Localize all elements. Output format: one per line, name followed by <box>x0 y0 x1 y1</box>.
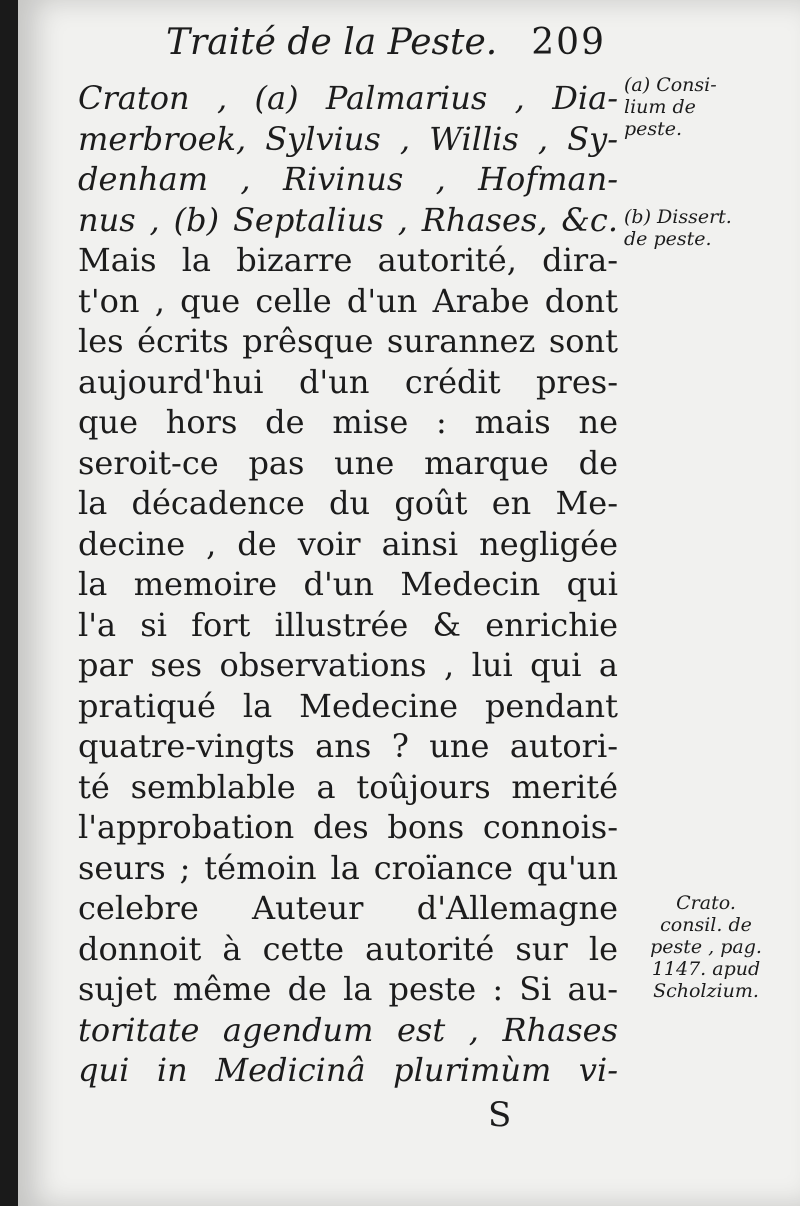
text-line: t'on , que celle d'un Arabe dont <box>78 281 618 320</box>
running-title: Traité de la Peste. <box>166 22 498 63</box>
text-line: donnoit à cette autorité sur le <box>78 929 618 968</box>
text-line: la décadence du goût en Me- <box>78 484 618 522</box>
text-line: l'a si fort illustrée & enrichie <box>78 605 618 644</box>
text-line: toritate agendum est , Rhases <box>78 1010 618 1049</box>
margin-note-line: peste. <box>624 118 683 140</box>
text-line: les écrits prêsque surannez sont <box>78 322 618 360</box>
text-line: celebre Auteur d'Allemagne <box>78 889 618 927</box>
text-line: denham , Rivinus , Hofman- <box>78 160 618 198</box>
text-line: l'approbation des bons connois- <box>78 808 618 846</box>
text-line: Craton , (a) Palmarius , Dia- <box>78 79 618 117</box>
text-line: aujourd'hui d'un crédit pres- <box>78 362 618 401</box>
text-line: seurs ; témoin la croïance qu'un <box>78 848 618 887</box>
text-line: pratiqué la Medecine pendant <box>78 686 618 725</box>
margin-note-a <box>624 74 794 140</box>
margin-note-line: Crato. <box>676 892 736 914</box>
text-line: sujet même de la peste : Si au- <box>78 970 618 1008</box>
text-line: seroit-ce pas une marque de <box>78 443 618 482</box>
margin-note-b <box>624 206 794 250</box>
text-line: quatre-vingts ans ? une autori- <box>78 727 618 765</box>
margin-note-line: peste , pag. <box>650 936 762 958</box>
main-text <box>78 78 618 1091</box>
margin-note-line: Scholzium. <box>653 980 759 1002</box>
margin-note-line: de peste. <box>624 228 712 250</box>
text-line: decine , de voir ainsi negligée <box>78 524 618 563</box>
margin-note-line: lium de <box>624 96 696 118</box>
text-line: Mais la bizarre autorité, dira- <box>78 241 618 279</box>
text-line: nus , (b) Septalius , Rhases, &c. <box>78 200 618 239</box>
margin-note-line: (a) Consi- <box>624 74 717 96</box>
text-line: que hors de mise : mais ne <box>78 403 618 441</box>
book-page <box>18 0 800 1206</box>
margin-note-crato <box>626 892 786 1002</box>
text-line: par ses observations , lui qui a <box>78 646 618 684</box>
text-line: qui in Medicinâ plurimùm vi- <box>78 1051 618 1089</box>
page-header <box>166 22 606 66</box>
page-number: 209 <box>531 22 606 63</box>
text-line: té semblable a toûjours merité <box>78 767 618 806</box>
margin-note-line: (b) Dissert. <box>624 206 732 228</box>
text-line: merbroek, Sylvius , Willis , Sy- <box>78 119 618 158</box>
margin-note-line: 1147. apud <box>651 958 761 980</box>
margin-note-line: consil. de <box>660 914 752 936</box>
catchword: S <box>488 1095 512 1135</box>
text-line: la memoire d'un Medecin qui <box>78 565 618 603</box>
show-through-text <box>636 440 776 800</box>
